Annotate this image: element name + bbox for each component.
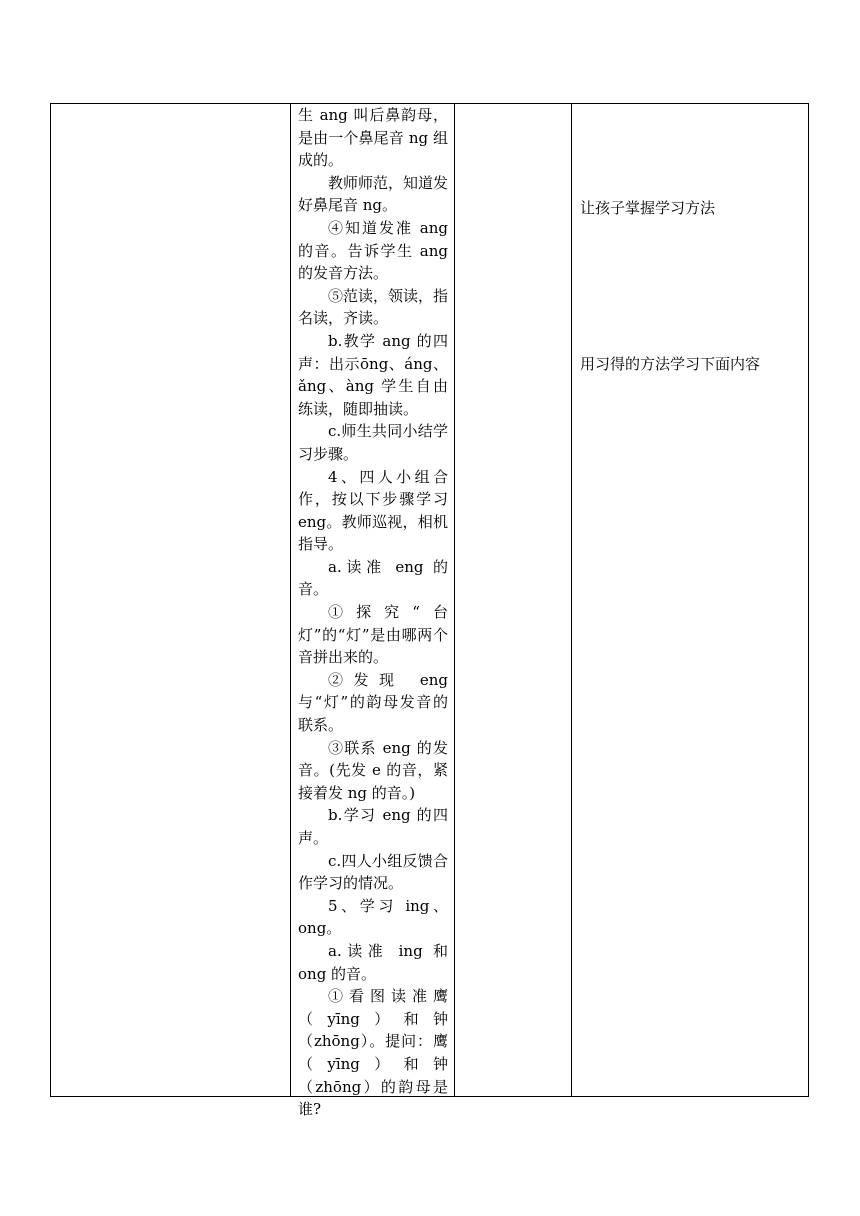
activity-paragraph: ②发现 eng 与“灯”的韵母发音的联系。 [298, 670, 448, 735]
activity-paragraph: a.读准 eng 的音。 [298, 557, 448, 599]
intent-note-apply-method: 用习得的方法学习下面内容 [580, 355, 761, 373]
activity-paragraph: c.师生共同小结学习步骤。 [298, 422, 448, 463]
activity-paragraph: 4、四人小组合作，按以下步骤学习 eng。教师巡视，相机指导。 [298, 467, 448, 554]
activity-paragraph: 5、学习 ing、ong。 [298, 896, 448, 938]
activity-paragraph: ④知道发准 ang 的音。告诉学生 ang 的发音方法。 [298, 218, 448, 283]
teacher-activity-column [298, 104, 448, 1121]
column-divider-1 [290, 103, 291, 1097]
activity-paragraph: ①看图读准鹰（yīng）和钟（zhōng）。提问：鹰（yīng）和钟（zhōng）的韵母是谁? [298, 987, 448, 1119]
activity-paragraph: c.四人小组反馈合作学习的情况。 [298, 851, 448, 893]
intent-note-learning-method: 让孩子掌握学习方法 [580, 199, 716, 217]
column-divider-2 [454, 103, 455, 1097]
activity-paragraph: ①探究“台灯”的“灯”是由哪两个音拼出来的。 [298, 603, 448, 667]
activity-paragraph: b.学习 eng 的四声。 [298, 806, 448, 847]
activity-paragraph: b.教学 ang 的四声：出示ōng、áng、ǎng、àng 学生自由练读，随即抽读。 [298, 331, 448, 418]
column-divider-3 [571, 103, 572, 1097]
activity-paragraph: ③联系 eng 的发音。(先发 e 的音，紧接着发 ng 的音。) [298, 738, 448, 802]
activity-paragraph: a.读准 ing 和 ong 的音。 [298, 941, 448, 983]
activity-paragraph: 教师师范，知道发好鼻尾音 ng。 [298, 173, 449, 215]
activity-paragraph: ⑤范读，领读，指名读，齐读。 [298, 286, 449, 328]
activity-paragraph: 生 ang 叫后鼻韵母，是由一个鼻尾音 ng 组成的。 [298, 106, 448, 170]
